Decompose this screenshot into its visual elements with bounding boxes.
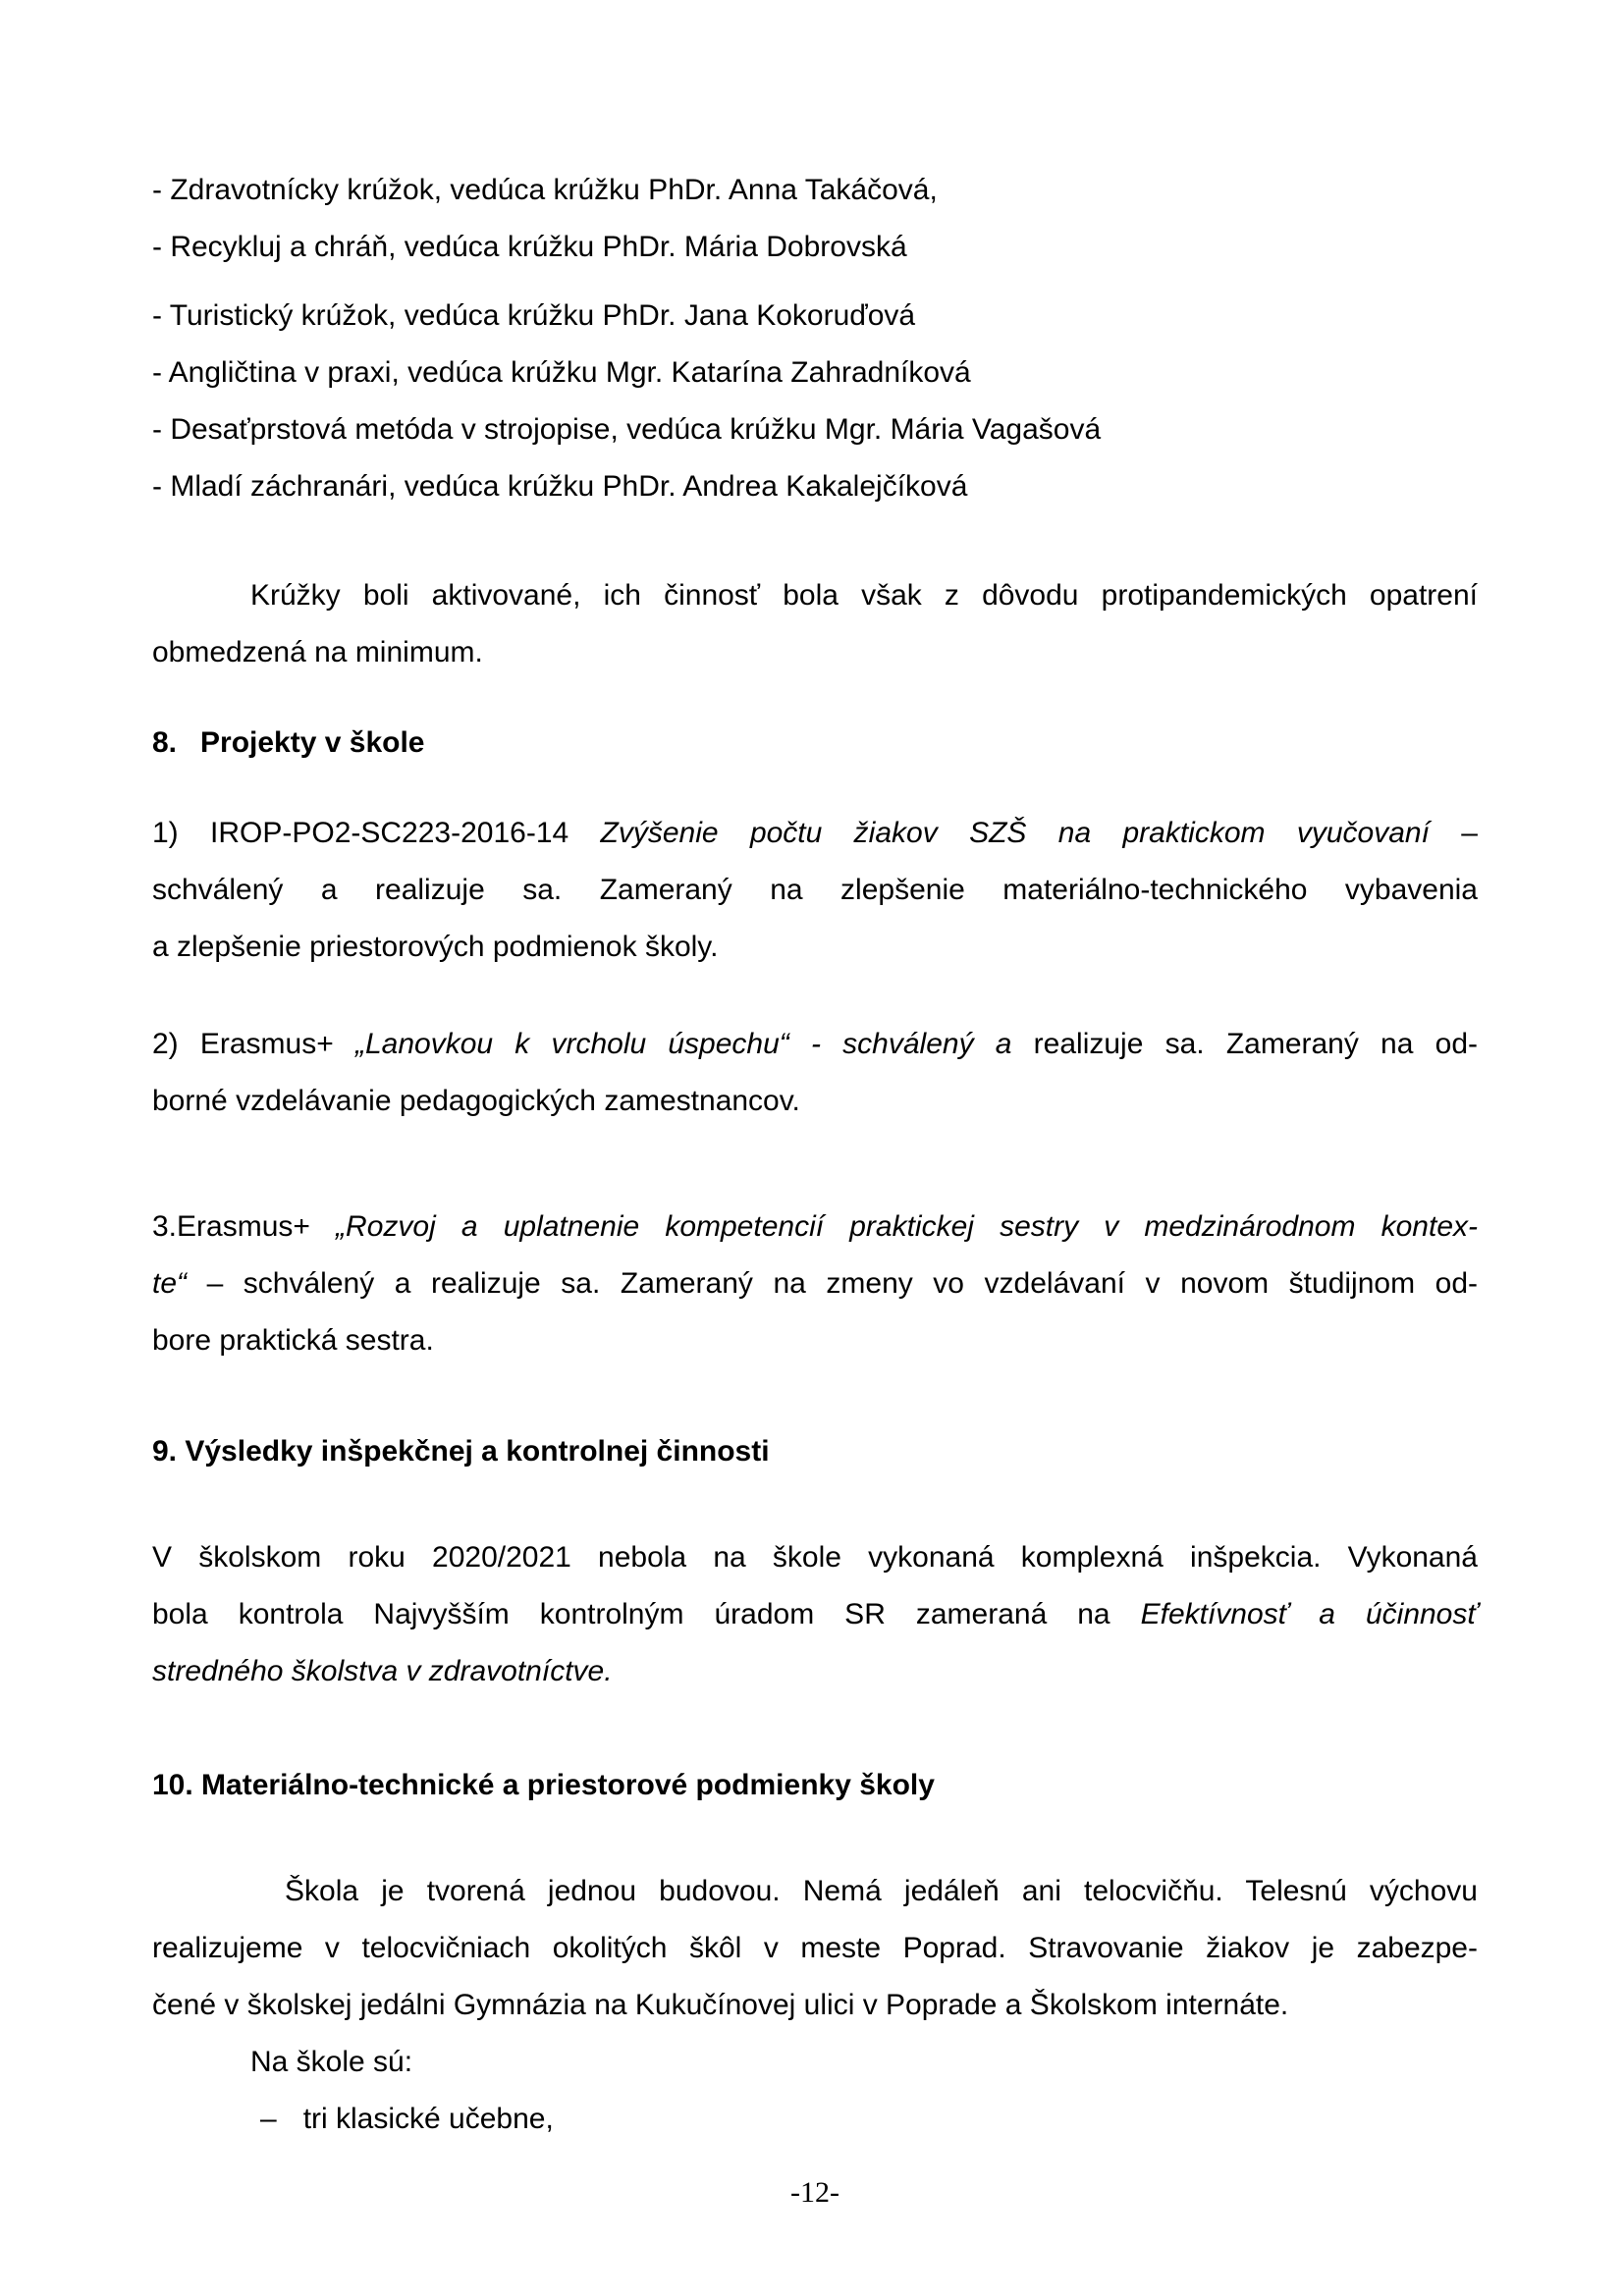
text-segment: obmedzená na minimum. — [152, 636, 483, 668]
text-segment: borné vzdelávanie pedagogických zamestnancov. — [152, 1085, 800, 1117]
text-segment: a zlepšenie priestorových podmienok školy. — [152, 931, 719, 963]
facilities-paragraph-line — [152, 2091, 1478, 2148]
project-3-paragraph-line — [152, 1199, 1478, 1255]
facilities-paragraph-line — [152, 1977, 1478, 2034]
text-segment: bore praktická sestra. — [152, 1324, 434, 1357]
clubs-note-paragraph-line — [152, 567, 1478, 624]
text-segment: Projekty v škole — [200, 726, 425, 759]
text-segment: Na škole sú: — [250, 2046, 413, 2078]
text-segment: Krúžky boli aktivované, ich činnosť bola však z dôvodu protipandemických opatrení — [250, 579, 1478, 612]
text-segment: – — [260, 2103, 277, 2135]
heading-8-projects-line — [152, 715, 1478, 772]
text-segment: 3.Erasmus+ — [152, 1210, 337, 1243]
text-segment: Efektívnosť a účinnosť — [1140, 1598, 1478, 1630]
facilities-paragraph — [152, 1863, 1478, 2148]
text-segment: 10. Materiálno-technické a priestorové podmienky školy — [152, 1769, 935, 1801]
text-segment: -12- — [790, 2176, 839, 2209]
text-segment: bola kontrola Najvyšším kontrolným úradom SR zameraná na — [152, 1598, 1141, 1630]
text-segment: - Turistický krúžok, vedúca krúžku PhDr. Jana Kokoruďová — [152, 299, 916, 332]
project-1-paragraph-line — [152, 805, 1478, 862]
text-segment: 9. Výsledky inšpekčnej a kontrolnej činnosti — [152, 1435, 770, 1468]
project-3-paragraph-line — [152, 1255, 1478, 1312]
text-segment: „Rozvoj a uplatnenie kompetencií praktickej sestry v medzinárodnom kontex- — [336, 1210, 1479, 1243]
club-list-line — [152, 345, 1478, 401]
text-segment: - Desaťprstová metóda v strojopise, vedúca krúžku Mgr. Mária Vagašová — [152, 413, 1102, 446]
text-segment: – schválený a realizuje sa. Zameraný na zmeny vo vzdelávaní v novom študijnom od- — [187, 1267, 1478, 1300]
facilities-paragraph-line — [152, 2034, 1478, 2091]
text-segment: 2) Erasmus+ — [152, 1028, 355, 1060]
inspection-paragraph — [152, 1529, 1478, 1700]
clubs-note-paragraph-line — [152, 624, 1478, 681]
club-list-line — [152, 219, 1478, 276]
text-segment: tri klasické učebne, — [302, 2103, 554, 2135]
text-segment: 1) IROP-PO2-SC223-2016-14 — [152, 817, 601, 849]
text-segment: stredného školstva v zdravotníctve. — [152, 1655, 613, 1687]
heading-9-inspection-line — [152, 1423, 1478, 1480]
project-2-paragraph — [152, 1016, 1478, 1130]
page-footer — [152, 2164, 1478, 2221]
text-segment: 8. — [152, 726, 178, 759]
heading-10-facilities — [152, 1757, 1478, 1814]
club-list-line — [152, 401, 1478, 458]
facilities-paragraph-line — [152, 1920, 1478, 1977]
clubs-note-paragraph — [152, 567, 1478, 681]
text-segment: - Angličtina v praxi, vedúca krúžku Mgr. Katarína Zahradníková — [152, 356, 971, 389]
text-segment: - Recykluj a chráň, vedúca krúžku PhDr. Mária Dobrovská — [152, 231, 907, 263]
text-segment: realizujeme v telocvičniach okolitých škôl v meste Poprad. Stravovanie žiakov je zabezpe- — [152, 1932, 1478, 1964]
club-list-line — [152, 458, 1478, 515]
project-3-paragraph — [152, 1199, 1478, 1369]
heading-8-projects — [152, 715, 1478, 772]
inspection-paragraph-line — [152, 1643, 1478, 1700]
club-list — [152, 162, 1478, 515]
text-segment: realizuje sa. Zameraný na od- — [1033, 1028, 1478, 1060]
club-list-line — [152, 162, 1478, 219]
text-segment: Škola je tvorená jednou budovou. Nemá jedáleň ani telocvičňu. Telesnú výchovu — [285, 1875, 1478, 1907]
inspection-paragraph-line — [152, 1586, 1478, 1643]
project-1-paragraph-line — [152, 919, 1478, 976]
project-2-paragraph-line — [152, 1073, 1478, 1130]
text-segment: - Zdravotnícky krúžok, vedúca krúžku PhDr. Anna Takáčová, — [152, 174, 938, 206]
text-segment: te“ — [152, 1267, 188, 1300]
text-segment: V školskom roku 2020/2021 nebola na škole vykonaná komplexná inšpekcia. Vykonaná — [152, 1541, 1478, 1574]
heading-9-inspection — [152, 1423, 1478, 1480]
facilities-paragraph-line — [152, 1863, 1478, 1920]
heading-10-facilities-line — [152, 1757, 1478, 1814]
text-segment: Zvýšenie počtu žiakov SZŠ na praktickom vyučovaní — [600, 817, 1430, 849]
text-segment: čené v školskej jedálni Gymnázia na Kukučínovej ulici v Poprade a Školskom internáte. — [152, 1989, 1289, 2021]
text-segment: schválený a realizuje sa. Zameraný na zlepšenie materiálno-technického vybavenia — [152, 874, 1478, 906]
project-2-paragraph-line — [152, 1016, 1478, 1073]
club-list-line — [152, 288, 1478, 345]
text-segment: – — [1429, 817, 1478, 849]
project-1-paragraph-line — [152, 862, 1478, 919]
project-1-paragraph — [152, 805, 1478, 976]
page-footer-line — [152, 2164, 1478, 2221]
project-3-paragraph-line — [152, 1312, 1478, 1369]
inspection-paragraph-line — [152, 1529, 1478, 1586]
text-segment: „Lanovkou k vrcholu úspechu“ - schválený a — [354, 1028, 1034, 1060]
text-segment: - Mladí záchranári, vedúca krúžku PhDr. Andrea Kakalejčíková — [152, 470, 968, 503]
